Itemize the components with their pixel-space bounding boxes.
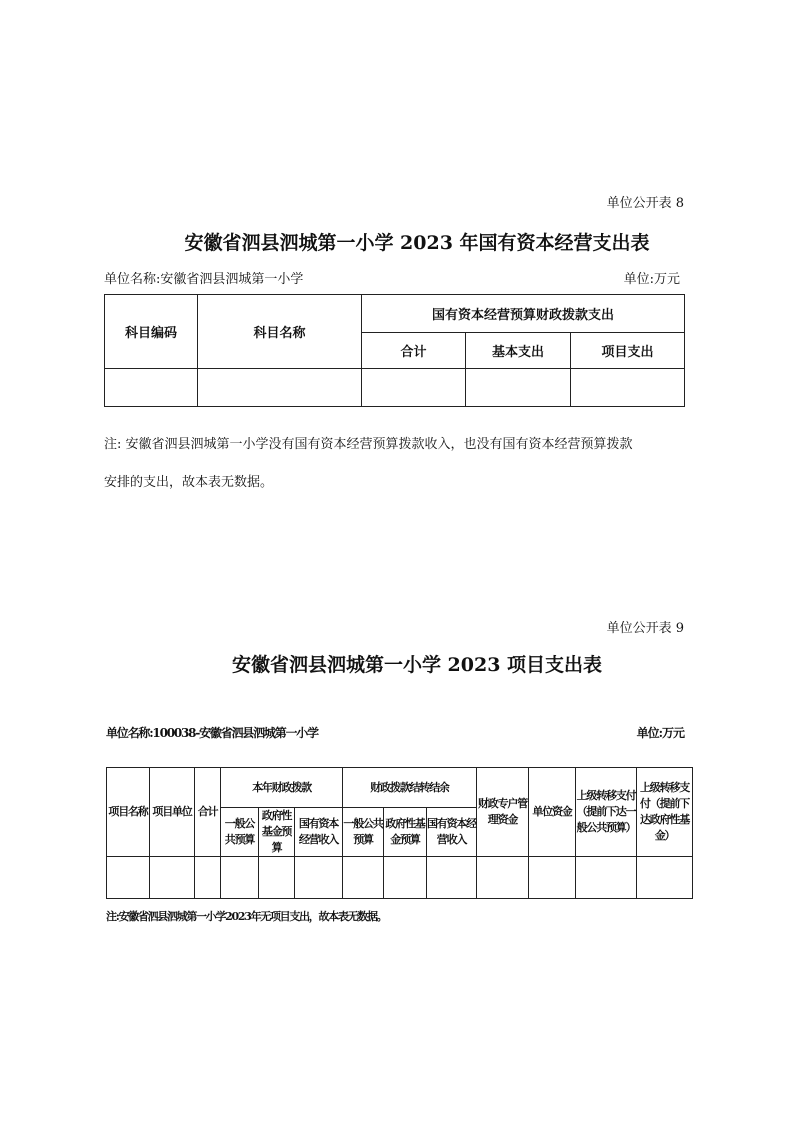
header-current-year-allocation: 本年财政拨款 <box>221 768 343 808</box>
header-state-capital-income: 国有资本经营收入 <box>295 808 343 857</box>
project-expenditure-table <box>106 767 693 899</box>
cell-empty <box>259 857 295 899</box>
table8-tag: 单位公开表 8 <box>606 196 684 211</box>
table9-title: 安徽省泗县泗城第一小学 2023 项目支出表 <box>231 654 603 676</box>
cell-empty <box>384 857 427 899</box>
cell-empty <box>195 857 221 899</box>
cell-empty <box>477 857 529 899</box>
header-name: 科目名称 <box>198 295 362 369</box>
header-project: 项目支出 <box>571 333 685 369</box>
cell-empty <box>571 369 685 407</box>
header-unit-funds: 单位资金 <box>529 768 576 857</box>
table-row <box>107 857 693 899</box>
header-gov-fund-budget: 政府性基金预算 <box>259 808 295 857</box>
table9-unit: 单位:万元 <box>636 726 684 740</box>
header-code: 科目编码 <box>105 295 198 369</box>
header-transfer-general: 上级转移支付（提前下达一般公共预算） <box>576 768 637 857</box>
header-transfer-fund: 上级转移支付（提前下达政府性基金） <box>637 768 693 857</box>
header-general-budget: 一般公共预算 <box>343 808 384 857</box>
header-total: 合计 <box>195 768 221 857</box>
header-project-unit: 项目单位 <box>150 768 195 857</box>
table8-title: 安徽省泗县泗城第一小学 2023 年国有资本经营支出表 <box>184 232 650 254</box>
cell-empty <box>295 857 343 899</box>
cell-empty <box>529 857 576 899</box>
table-row <box>105 369 685 407</box>
cell-empty <box>576 857 637 899</box>
header-carryover: 财政拨款结转结余 <box>343 768 477 808</box>
cell-empty <box>221 857 259 899</box>
table8-unit: 单位:万元 <box>623 272 680 287</box>
cell-empty <box>637 857 693 899</box>
table9-note: 注:安徽省泗县泗城第一小学2023年无项目支出，故本表无数据。 <box>106 910 387 923</box>
header-project-name: 项目名称 <box>107 768 150 857</box>
header-state-capital-income: 国有资本经营收入 <box>427 808 477 857</box>
header-group: 国有资本经营预算财政拨款支出 <box>362 295 685 333</box>
table8-note-line1: 注: 安徽省泗县泗城第一小学没有国有资本经营预算拨款收入，也没有国有资本经营预算拨款 <box>104 437 633 452</box>
table8-unit-name: 单位名称:安徽省泗县泗城第一小学 <box>104 272 304 287</box>
state-capital-expenditure-table <box>104 294 685 407</box>
table9-tag: 单位公开表 9 <box>606 621 684 636</box>
header-gov-fund-budget: 政府性基金预算 <box>384 808 427 857</box>
cell-empty <box>198 369 362 407</box>
table9-unit-name: 单位名称:100038-安徽省泗县泗城第一小学 <box>106 726 318 740</box>
header-special-account: 财政专户管理资金 <box>477 768 529 857</box>
table8-note-line2: 安排的支出，故本表无数据。 <box>104 475 274 490</box>
cell-empty <box>343 857 384 899</box>
header-total: 合计 <box>362 333 466 369</box>
cell-empty <box>105 369 198 407</box>
header-general-budget: 一般公共预算 <box>221 808 259 857</box>
cell-empty <box>362 369 466 407</box>
cell-empty <box>107 857 150 899</box>
table8-note <box>104 426 694 502</box>
cell-empty <box>427 857 477 899</box>
header-basic: 基本支出 <box>466 333 571 369</box>
cell-empty <box>150 857 195 899</box>
cell-empty <box>466 369 571 407</box>
